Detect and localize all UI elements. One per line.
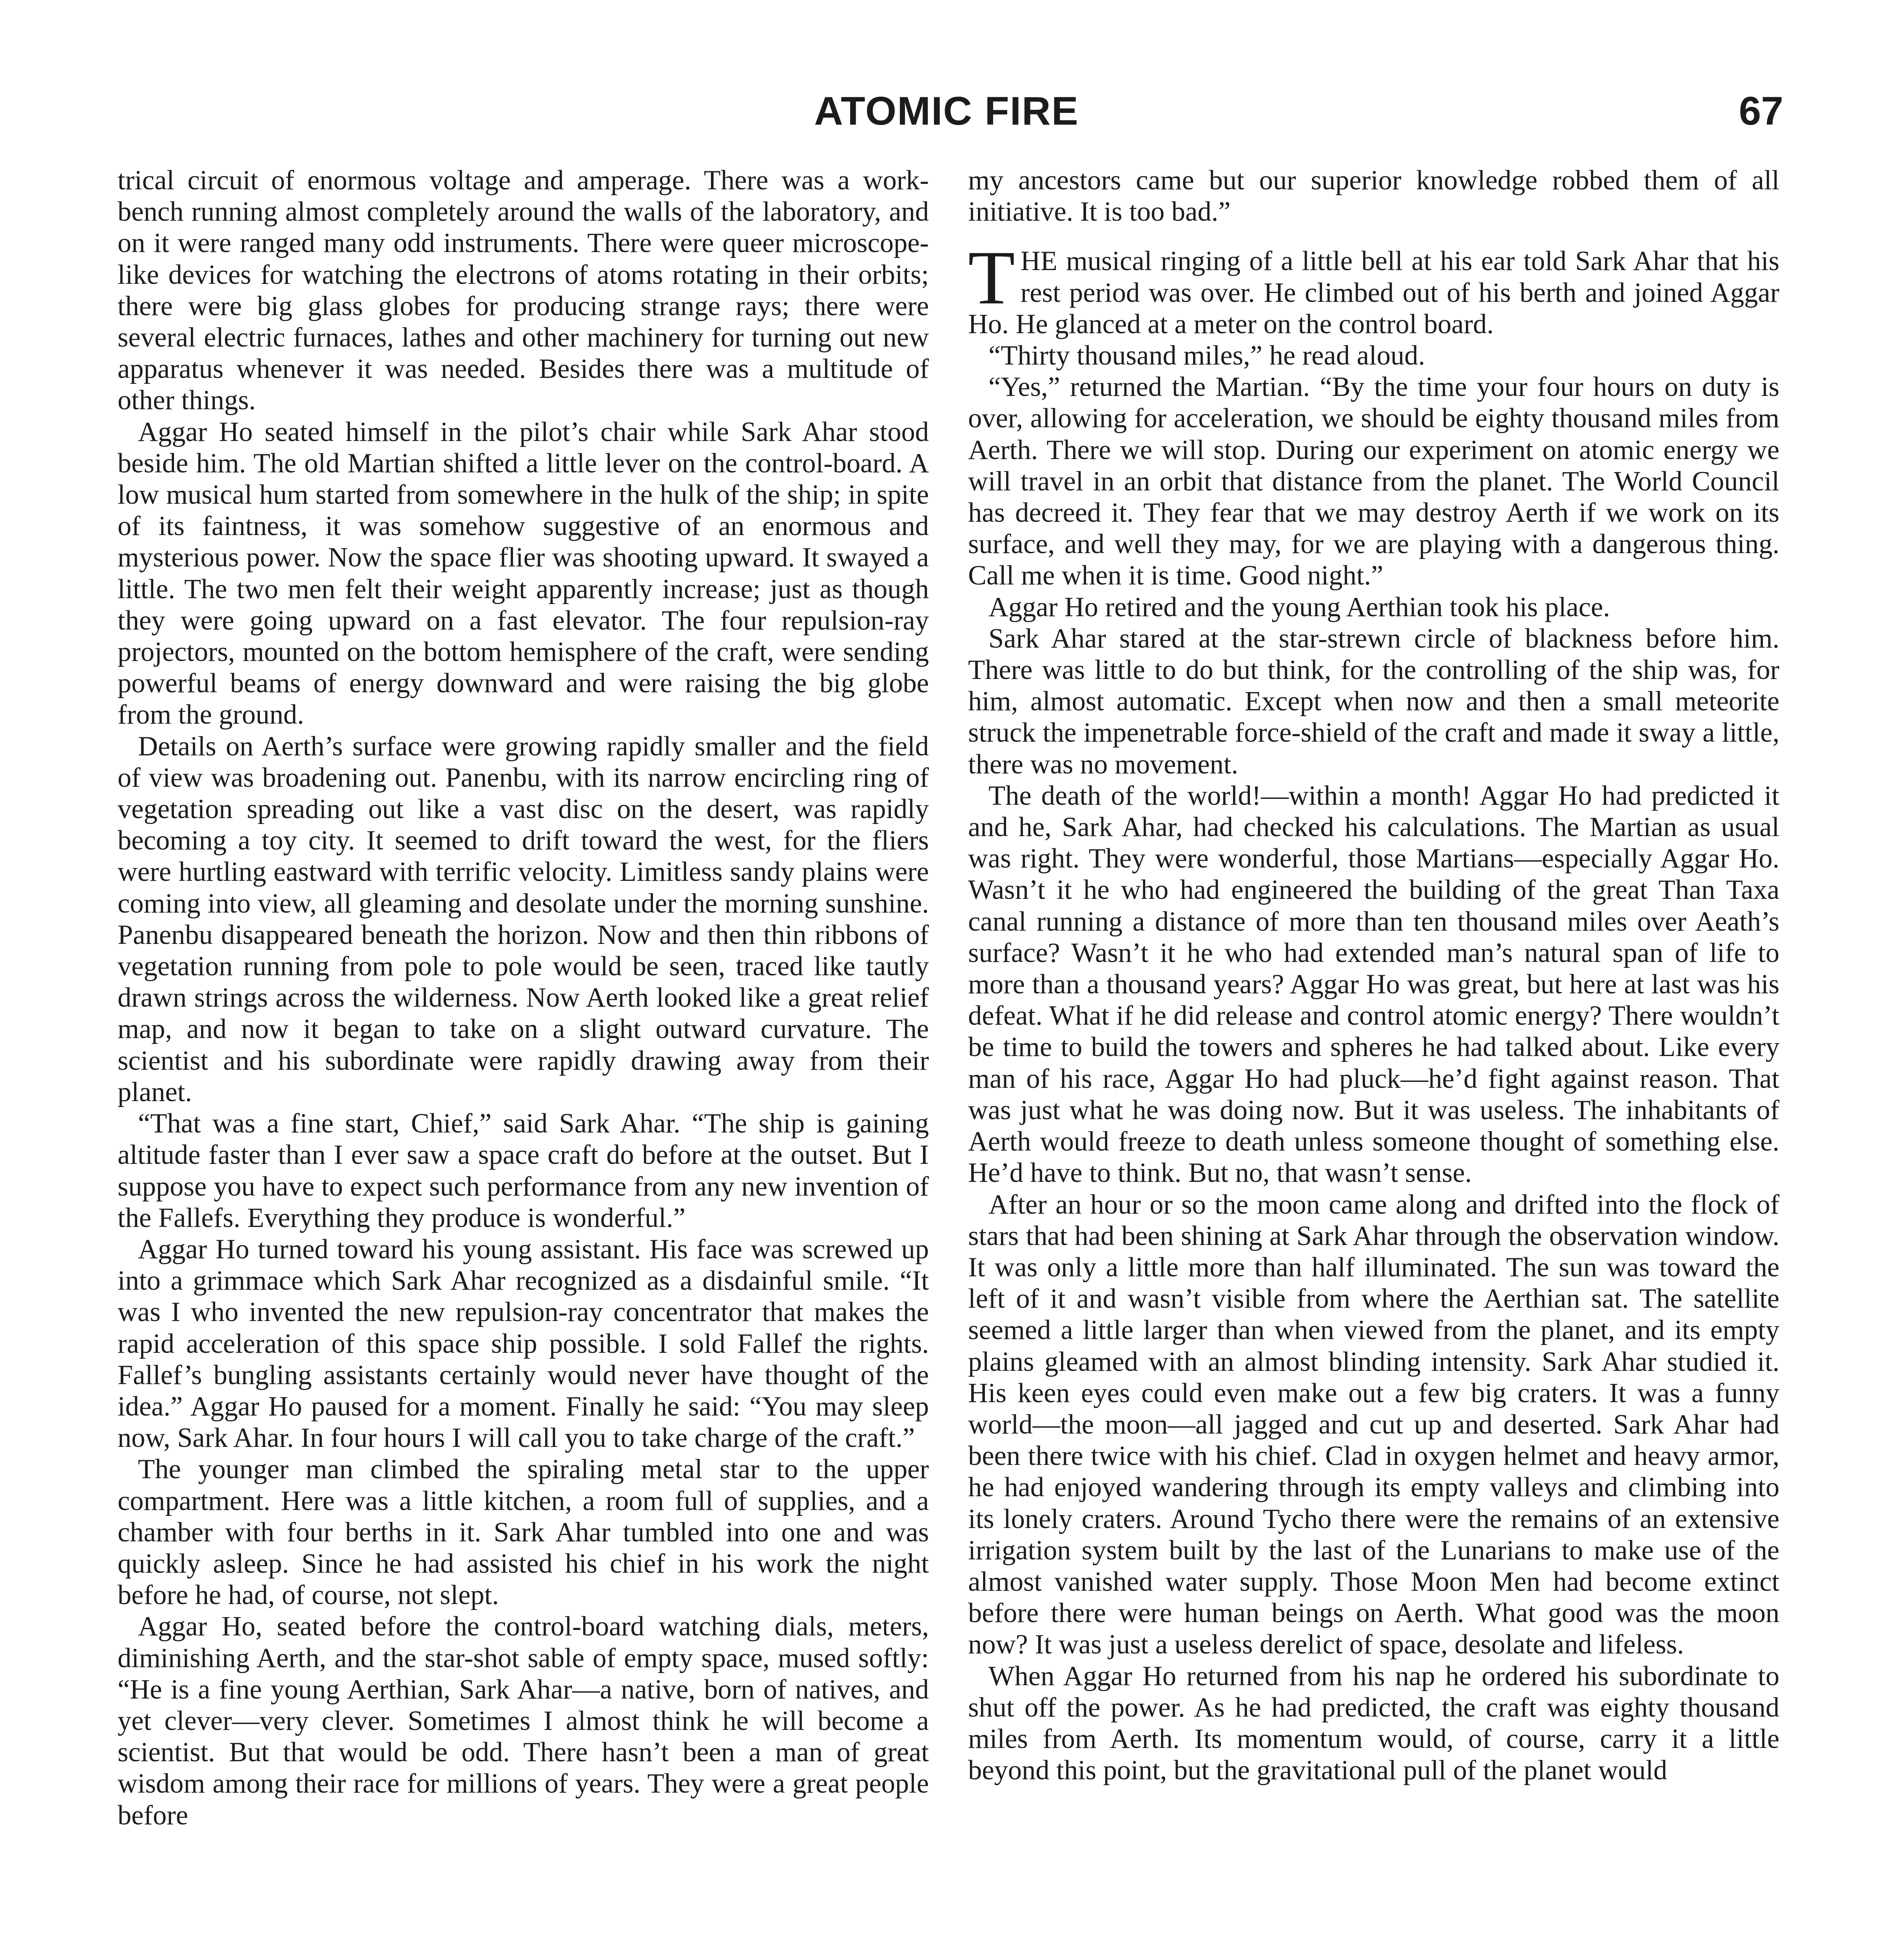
- paragraph: After an hour or so the moon came along and drifted into the flock of stars that had been shining at Sark Ahar through the observation window. It was only a little more than half illuminated. The sun was toward the left of it and wasn’t visible from where the Aerthian sat. The satellite seemed a little larger than when viewed from the planet, and its empty plains gleamed with an almost blinding intensity. Sark Ahar studied it. His keen eyes could even make out a few big craters. It was a funny world—the moon—all jagged and cut up and deserted. Sark Ahar had been there twice with his chief. Clad in oxygen helmet and heavy armor, he had enjoyed wandering through its empty valleys and climbing into its lonely craters. Around Tycho there were the remains of an extensive irrigation system built by the last of the Lunarians to make use of the almost vanished water supply. Those Moon Men had become extinct before there were human beings on Aerth. What good was the moon now? It was just a useless derelict of space, desolate and lifeless.: [968, 1189, 1779, 1660]
- paragraph: The younger man climbed the spiraling metal star to the upper compartment. Here was a little kitchen, a room full of supplies, and a chamber with four berths in it. Sark Ahar tumbled into one and was quickly asleep. Since he had assisted his chief in his work the night before he had, of course, not slept.: [118, 1454, 929, 1611]
- paragraph: “That was a fine start, Chief,” said Sark Ahar. “The ship is gaining altitude faster than I ever saw a space craft do before at the outset. But I suppose you have to expect such performance from any new invention of the Fallefs. Everything they produce is wonderful.”: [118, 1108, 929, 1233]
- paragraph: Details on Aerth’s surface were growing rapidly smaller and the field of view was broadening out. Panenbu, with its narrow encircling ring of vegetation spreading out like a vast disc on the desert, was rapidly becoming a toy city. It seemed to drift toward the west, for the fliers were hurtling eastward with terrific velocity. Limitless sandy plains were coming into view, all gleaming and desolate under the morning sunshine. Panenbu disappeared beneath the horizon. Now and then thin ribbons of vegetation running from pole to pole would be seen, traced like tautly drawn strings across the wilderness. Now Aerth looked like a great relief map, and now it began to take on a slight outward curvature. The scientist and his subordinate were rapidly drawing away from their planet.: [118, 731, 929, 1107]
- paragraph: trical circuit of enormous voltage and amperage. There was a work-bench running almost completely around the walls of the laboratory, and on it were ranged many odd instruments. There were queer microscope-like devices for watching the electrons of atoms rotating in their orbits; there were big glass globes for producing strange rays; there were several electric furnaces, lathes and other machinery for turning out new apparatus whenever it was needed. Besides there was a multitude of other things.: [118, 165, 929, 416]
- paragraph: my ancestors came but our superior knowledge robbed them of all initiative. It is too bad.”: [968, 165, 1779, 227]
- paragraph: Aggar Ho seated himself in the pilot’s chair while Sark Ahar stood beside him. The old Martian shifted a little lever on the control-board. A low musical hum started from somewhere in the hulk of the ship; in spite of its faintness, it was somehow suggestive of an enormous and mysterious power. Now the space flier was shooting upward. It swayed a little. The two men felt their weight apparently increase; just as though they were going upward on a fast elevator. The four repulsion-ray projectors, mounted on the bottom hemisphere of the craft, were sending powerful beams of energy downward and were raising the big globe from the ground.: [118, 416, 929, 730]
- paragraph: Aggar Ho turned toward his young assistant. His face was screwed up into a grimmace which Sark Ahar recognized as a disdainful smile. “It was I who invented the new repulsion-ray concentrator that makes the rapid acceleration of this space ship possible. I sold Fallef the rights. Fallef’s bungling assistants certainly would never have thought of the idea.” Aggar Ho paused for a moment. Finally he said: “You may sleep now, Sark Ahar. In four hours I will call you to take charge of the craft.”: [118, 1234, 929, 1454]
- running-title: ATOMIC FIRE: [814, 89, 1079, 133]
- page-number: 67: [1739, 89, 1783, 133]
- right-column: [968, 165, 1779, 1960]
- paragraph: The death of the world!—within a month! Aggar Ho had predicted it and he, Sark Ahar, had checked his calculations. The Martian as usual was right. They were wonderful, those Martians—especially Aggar Ho. Wasn’t it he who had engineered the building of the great Than Taxa canal running a distance of more than ten thousand miles over Aeath’s surface? Wasn’t it he who had extended man’s natural span of life to more than a thousand years? Aggar Ho was great, but here at last was his defeat. What if he did release and control atomic energy? There wouldn’t be time to build the towers and spheres he had talked about. Like every man of his race, Aggar Ho had pluck—he’d fight against reason. That was just what he was doing now. But it was useless. The inhabitants of Aerth would freeze to death unless someone thought of something else. He’d have to think. But no, that wasn’t sense.: [968, 780, 1779, 1189]
- paragraph: Sark Ahar stared at the star-strewn circle of blackness before him. There was little to do but think, for the controlling of the ship was, for him, almost automatic. Except when now and then a small meteorite struck the impenetrable force-shield of the craft and made it sway a little, there was no movement.: [968, 623, 1779, 780]
- paragraph: Aggar Ho retired and the young Aerthian took his place.: [988, 592, 1610, 622]
- paragraph: “Yes,” returned the Martian. “By the time your four hours on duty is over, allowing for acceleration, we should be eighty thousand miles from Aerth. There we will stop. During our experiment on atomic energy we will travel in an orbit that distance from the planet. The World Council has decreed it. They fear that we may destroy Aerth if we work on its surface, and well they may, for we are playing with a dangerous thing. Call me when it is time. Good night.”: [968, 372, 1779, 591]
- section-opening-paragraph: THE musical ringing of a little bell at his ear told Sark Ahar that his rest period was over. He climbed out of his berth and joined Aggar Ho. He glanced at a meter on the control board.: [968, 235, 1779, 339]
- page-header: [110, 84, 1783, 143]
- paragraph: When Aggar Ho returned from his nap he ordered his subordinate to shut off the power. As he had predicted, the craft was eighty thousand miles from Aerth. Its momentum would, of course, carry it a little beyond this point, but the gravitational pull of the planet would: [968, 1661, 1779, 1786]
- paragraph: “Thirty thousand miles,” he read aloud.: [988, 340, 1425, 371]
- left-column: [118, 165, 929, 1960]
- paragraph: Aggar Ho, seated before the control-board watching dials, meters, diminishing Aerth, and the star-shot sable of empty space, mused softly: “He is a fine young Aerthian, Sark Ahar—a native, born of natives, and yet clever—very clever. Sometimes I almost think he will become a scientist. But that would be odd. There hasn’t been a man of great wisdom among their race for millions of years. They were a great people before: [118, 1611, 929, 1831]
